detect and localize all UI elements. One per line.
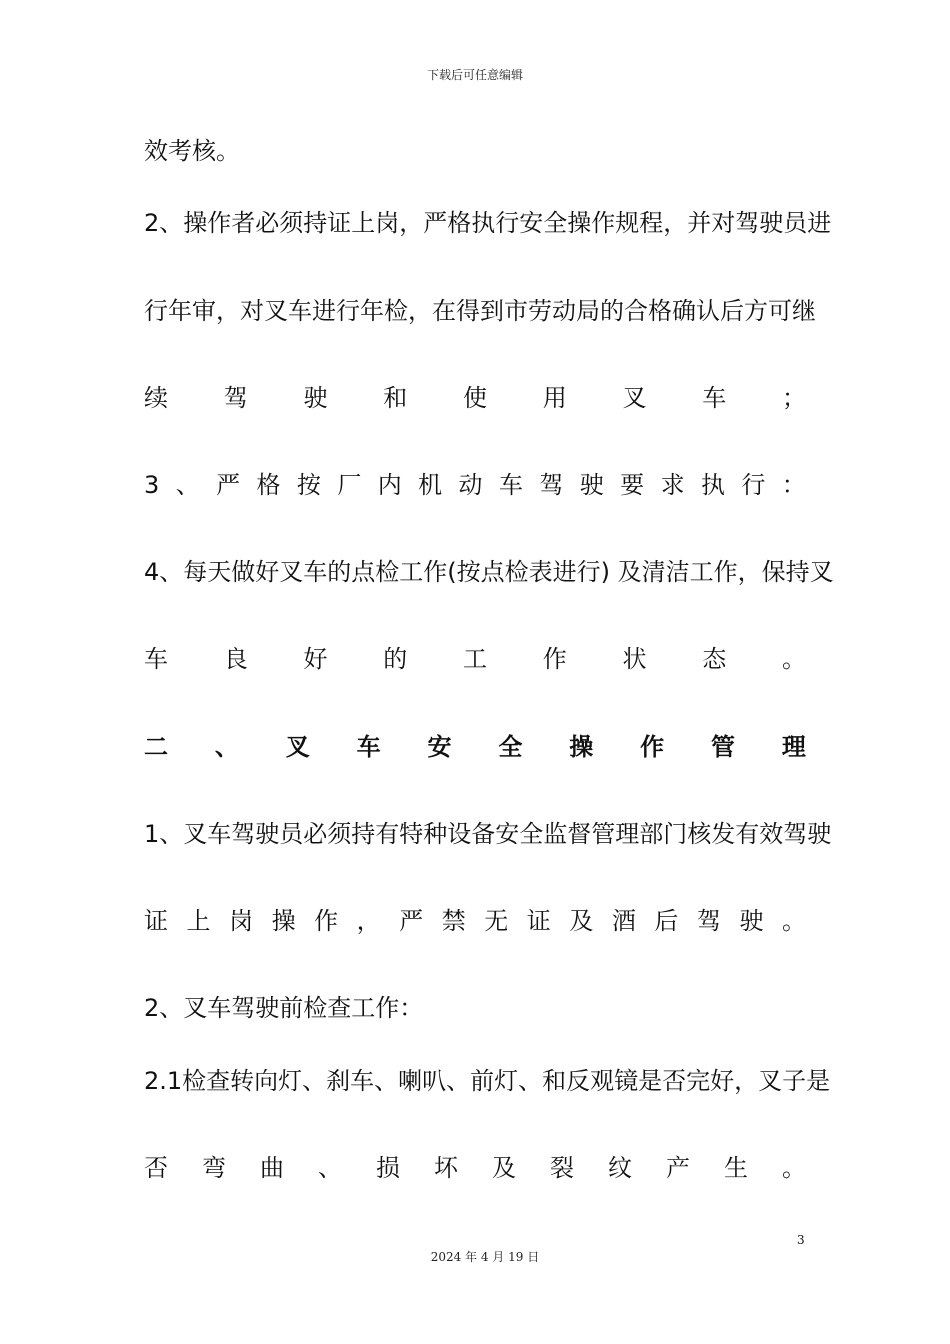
text-char: 续 [144, 384, 168, 412]
text-char: 操 [271, 907, 296, 935]
text-char: 管 [711, 733, 735, 761]
text-char: 工 [463, 645, 487, 673]
paragraph-line: 2.1检查转向灯、刹车、喇叭、前灯、和反观镜是否完好，叉子是 [144, 1067, 831, 1095]
text-char: 格 [256, 471, 281, 499]
text-char: 态 [702, 645, 727, 673]
text-char: 上 [186, 907, 211, 935]
text-char: 全 [498, 733, 523, 761]
text-char: 使 [463, 384, 487, 412]
text-char: 纹 [608, 1154, 632, 1182]
text-char: 车 [144, 645, 168, 673]
text-char: 及 [569, 907, 594, 935]
text-char: 用 [542, 384, 567, 412]
text-char: ， [356, 907, 381, 935]
text-char: 证 [526, 907, 551, 935]
text-char: 作 [640, 733, 665, 761]
text-char: 良 [223, 645, 248, 673]
text-char: 。 [782, 645, 806, 673]
text-char: 作 [314, 907, 339, 935]
text-char: 、 [175, 471, 200, 499]
text-char: 驶 [739, 907, 764, 935]
text-char: 车 [356, 733, 381, 761]
text-char: 3 [144, 471, 160, 499]
text-char: 禁 [441, 907, 466, 935]
paragraph-line: 4、每天做好叉车的点检工作(按点检表进行) 及清洁工作，保持叉 [144, 558, 834, 586]
paragraph-line [144, 644, 806, 674]
paragraph-line: 行年审，对叉车进行年检，在得到市劳动局的合格确认后方可继 [144, 297, 816, 325]
paragraph-line [144, 470, 806, 500]
text-char: 执 [700, 471, 725, 499]
text-char: 严 [216, 471, 241, 499]
paragraph-line [144, 906, 806, 936]
text-char: 驾 [696, 907, 721, 935]
text-char: 动 [458, 471, 483, 499]
text-char: 产 [666, 1154, 690, 1182]
text-char: 驶 [303, 384, 328, 412]
text-char: 。 [782, 1154, 806, 1182]
text-char: 机 [418, 471, 443, 499]
text-char: 按 [296, 471, 321, 499]
paragraph-line: 2、叉车驾驶前检查工作： [144, 994, 424, 1022]
text-char: 行 [741, 471, 766, 499]
paragraph-line [144, 1153, 806, 1183]
text-char: 证 [144, 907, 168, 935]
text-char: 好 [303, 645, 328, 673]
text-char: 厂 [337, 471, 362, 499]
text-char: 否 [144, 1154, 168, 1182]
text-char: 裂 [550, 1154, 574, 1182]
text-char: 岗 [229, 907, 254, 935]
text-char: 操 [569, 733, 594, 761]
text-char: 弯 [202, 1154, 226, 1182]
text-char: 状 [622, 645, 647, 673]
section-heading [144, 732, 806, 762]
text-char: 严 [399, 907, 424, 935]
text-char: 无 [484, 907, 509, 935]
paragraph-line: 效考核。 [144, 137, 240, 165]
text-char: 及 [492, 1154, 516, 1182]
text-char: 叉 [622, 384, 647, 412]
page-number: 3 [797, 1233, 805, 1247]
text-char: 求 [660, 471, 685, 499]
text-char: 驾 [223, 384, 248, 412]
paragraph-line: 1、叉车驾驶员必须持有特种设备安全监督管理部门核发有效驾驶 [144, 820, 832, 848]
text-char: 要 [620, 471, 645, 499]
text-char: 后 [654, 907, 679, 935]
text-char: 曲 [260, 1154, 284, 1182]
text-char: 作 [542, 645, 567, 673]
page-header: 下载后可任意编辑 [426, 68, 523, 82]
page-footer-date: 2024 年 4 月 19 日 [430, 1250, 540, 1264]
text-char: 和 [383, 384, 408, 412]
text-char: 、 [214, 733, 239, 761]
text-char: 叉 [285, 733, 310, 761]
text-char: 。 [781, 907, 806, 935]
text-char: 酒 [611, 907, 636, 935]
text-char: 内 [377, 471, 402, 499]
text-char: 车 [702, 384, 727, 412]
text-char: ； [782, 384, 806, 412]
text-char: 损 [376, 1154, 400, 1182]
text-char: 坏 [434, 1154, 458, 1182]
text-char: 、 [318, 1154, 342, 1182]
text-char: 安 [427, 733, 452, 761]
text-char: 理 [781, 733, 806, 761]
text-char: 驶 [579, 471, 604, 499]
paragraph-line [144, 383, 806, 413]
text-char: ： [781, 471, 806, 499]
paragraph-line: 2、操作者必须持证上岗，严格执行安全操作规程，并对驾驶员进 [144, 209, 832, 237]
text-char: 车 [498, 471, 523, 499]
text-char: 驾 [539, 471, 564, 499]
text-char: 的 [383, 645, 408, 673]
text-char: 生 [724, 1154, 748, 1182]
text-char: 二 [144, 733, 168, 761]
